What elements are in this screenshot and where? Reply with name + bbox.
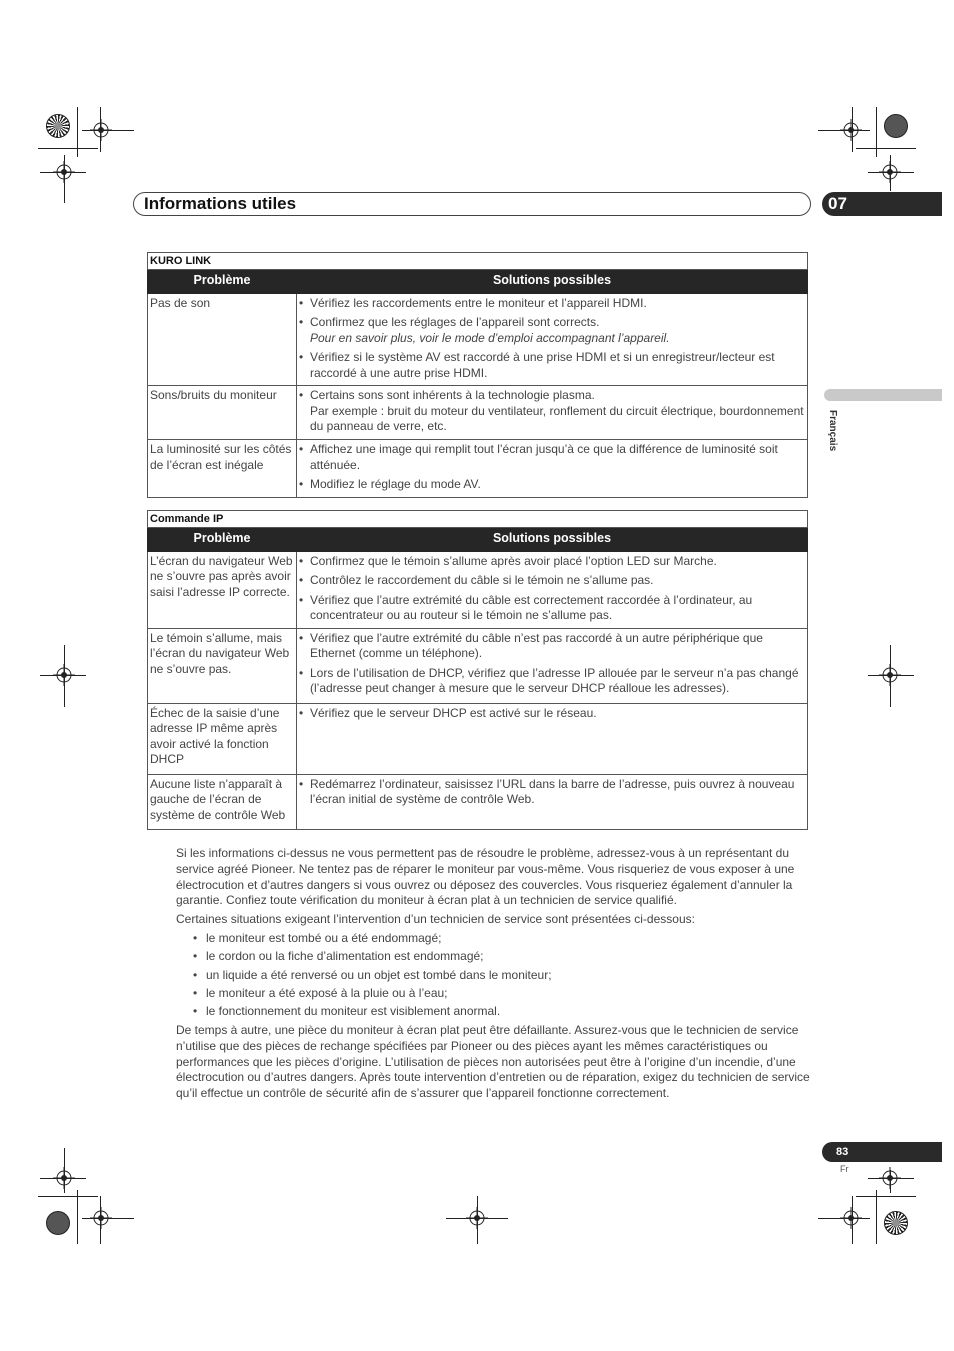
service-situations-list	[176, 931, 810, 1020]
solution-item: • Vérifiez les raccordements entre le moniteur et l’appareil HDMI.	[299, 295, 647, 310]
kuro-link-table	[147, 252, 808, 498]
solutions-cell	[297, 551, 808, 628]
body-text	[176, 846, 810, 1105]
solution-item: • Modifiez le réglage du mode AV.	[299, 477, 481, 491]
table-row	[148, 551, 808, 628]
section-header	[133, 192, 811, 216]
paragraph: Certaines situations exigeant l’intervention d’un technicien de service sont présentées ci-dessous:	[176, 912, 695, 927]
solution-note: Par exemple : bruit du moteur du ventilateur, ronflement du circuit électrique, bourdonnement du panneau de verre, etc.	[310, 403, 804, 433]
solutions-cell	[297, 703, 808, 774]
solution-item: • Vérifiez que le serveur DHCP est activé sur le réseau.	[299, 705, 597, 720]
table-row	[148, 628, 808, 703]
solution-item: • Lors de l’utilisation de DHCP, vérifiez que l’adresse IP allouée par le serveur n’a pas changé (l’adresse peut changer à mesure que le serveur DHCP réalloue les adresses).	[299, 665, 799, 695]
ip-control-table	[147, 510, 808, 830]
column-header-problem: Problème	[148, 270, 297, 294]
sunburst-mark	[46, 114, 70, 138]
column-header-problem: Problème	[148, 528, 297, 552]
problem-cell: L’écran du navigateur Web ne s’ouvre pas après avoir saisi l’adresse IP correcte.	[148, 551, 297, 628]
solutions-cell	[297, 293, 808, 386]
list-item: • un liquide a été renversé ou un objet est tombé dans le moniteur;	[193, 967, 552, 982]
page-number: 83	[836, 1146, 849, 1158]
solution-item: • Contrôlez le raccordement du câble si le témoin ne s’allume pas.	[299, 573, 654, 587]
table-row	[148, 386, 808, 440]
paragraph: Si les informations ci-dessus ne vous permettent pas de résoudre le problème, adressez-vous à un représentant du service agréé Pioneer. Ne tentez pas de réparer le moniteur par vous-même. Vous risqueriez de vous exposer à une électrocution et d’autres dangers si vous ouvrez ou déposez des couvercles. Vous risqueriez également d’annuler la garantie. Confiez toute vérification du moniteur à écran plat à un technicien de service qualifié.	[176, 846, 795, 908]
problem-cell: Le témoin s’allume, mais l’écran du navigateur Web ne s’ouvre pas.	[148, 628, 297, 703]
page-number-badge	[822, 1142, 942, 1162]
language-tab	[824, 389, 942, 401]
solution-item: • Confirmez que les réglages de l’appareil sont corrects. Pour en savoir plus, voir le mode d’emploi accompagnant l’appareil.	[299, 315, 670, 345]
language-label: Français	[827, 410, 838, 452]
solutions-cell	[297, 440, 808, 498]
table-row	[148, 440, 808, 498]
problem-cell: Pas de son	[148, 293, 297, 386]
solution-item: • Vérifiez que l’autre extrémité du câble n’est pas raccordé à un autre périphérique que Ethernet (comme un téléphone).	[299, 630, 763, 660]
table-row	[148, 774, 808, 829]
list-item: • le moniteur est tombé ou a été endommagé;	[193, 930, 442, 945]
table-caption: Commande IP	[148, 511, 808, 528]
column-header-solutions: Solutions possibles	[297, 270, 808, 294]
solutions-cell	[297, 386, 808, 440]
paragraph: De temps à autre, une pièce du moniteur à écran plat peut être défaillante. Assurez-vous que le technicien de service n’utilise que des pièces de rechange spécifiées par Pioneer ou des pièces ayant les mêmes caractéristiques ou performances que les pièces d’origine. L’utilisation de pièces non autorisées peut être à l’origine d’un incendie, d’une électrocution ou d’autres dangers. Après toute intervention d’entretien ou de réparation, exigez du technicien de service qu’il effectue un contrôle de sécurité afin de s’assurer que l’appareil fonctionne correctement.	[176, 1022, 810, 1101]
problem-cell: La luminosité sur les côtés de l’écran est inégale	[148, 440, 297, 498]
solution-item: • Vérifiez que l’autre extrémité du câble est correctement raccordée à l’ordinateur, au concentrateur ou au routeur si le témoin ne s’allume pas.	[299, 592, 753, 622]
solution-item: • Redémarrez l’ordinateur, saisissez l’URL dans la barre de l’adresse, puis ouvrez à nouveau l’écran initial de système de contrôle Web.	[299, 776, 795, 806]
problem-cell: Sons/bruits du moniteur	[148, 386, 297, 440]
table-row	[148, 293, 808, 386]
page-language-code: Fr	[840, 1164, 849, 1174]
list-item: • le moniteur a été exposé à la pluie ou à l’eau;	[193, 985, 448, 1000]
chapter-badge	[822, 192, 942, 216]
sunburst-mark	[884, 1211, 908, 1235]
list-item: • le cordon ou la fiche d’alimentation est endommagé;	[193, 949, 484, 964]
problem-cell: Aucune liste n’apparaît à gauche de l’écran de système de contrôle Web	[148, 774, 297, 829]
solutions-cell	[297, 628, 808, 703]
problem-cell: Échec de la saisie d’une adresse IP même après avoir activé la fonction DHCP	[148, 703, 297, 774]
list-item: • le fonctionnement du moniteur est visiblement anormal.	[193, 1004, 501, 1019]
solution-note: Pour en savoir plus, voir le mode d’emploi accompagnant l’appareil.	[310, 330, 670, 345]
solution-item: • Certains sons sont inhérents à la technologie plasma. Par exemple : bruit du moteur du ventilateur, ronflement du circuit électrique, bourdonnement du panneau de verre, etc.	[299, 388, 804, 433]
solution-item: • Vérifiez si le système AV est raccordé à une prise HDMI et si un enregistreur/lecteur est raccordé à une autre prise HDMI.	[299, 350, 775, 380]
column-header-solutions: Solutions possibles	[297, 528, 808, 552]
table-caption: KURO LINK	[148, 253, 808, 270]
section-title: Informations utiles	[144, 194, 297, 213]
chapter-number: 07	[828, 194, 847, 213]
solutions-cell	[297, 774, 808, 829]
table-row	[148, 703, 808, 774]
solution-item: • Affichez une image qui remplit tout l’écran jusqu’à ce que la différence de luminosité soit atténuée.	[299, 442, 778, 472]
solution-item: • Confirmez que le témoin s’allume après avoir placé l’option LED sur Marche.	[299, 553, 717, 568]
